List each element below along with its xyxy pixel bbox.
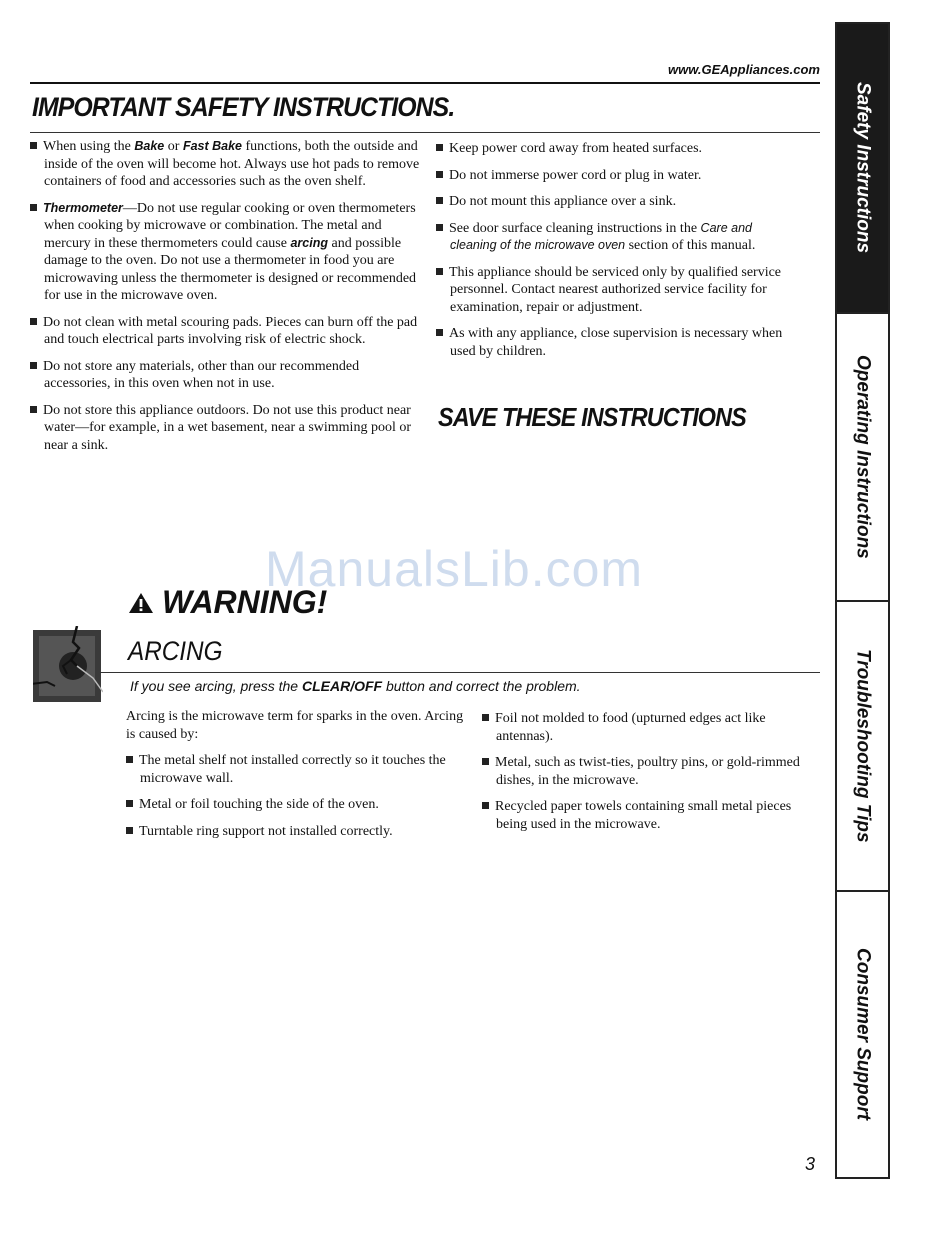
arcing-causes-left xyxy=(126,708,471,849)
tab-operating-instructions[interactable]: Operating Instructions xyxy=(835,312,890,602)
bullet-icon xyxy=(126,827,133,834)
tab-troubleshooting-tips[interactable]: Troubleshooting Tips xyxy=(835,600,890,892)
arcing-subheading: ARCING xyxy=(128,636,223,666)
bullet-icon xyxy=(436,268,443,275)
bullet-icon xyxy=(30,362,37,369)
warning-heading xyxy=(128,584,327,621)
warning-text: WARNING! xyxy=(162,584,328,620)
bullet-icon xyxy=(436,329,443,336)
arcing-instruction: If you see arcing, press the CLEAR/OFF button and correct the problem. xyxy=(130,678,581,694)
bullet-icon xyxy=(30,318,37,325)
list-item: This appliance should be serviced only by qualified service personnel. Contact nearest authorized service facility for examination, repair or adjustment. xyxy=(436,264,796,317)
list-item: Foil not molded to food (upturned edges act like antennas). xyxy=(482,710,802,745)
bullet-icon xyxy=(30,204,37,211)
page-number: 3 xyxy=(805,1154,816,1174)
arcing-intro: Arcing is the microwave term for sparks in the oven. Arcing is caused by: xyxy=(126,709,464,742)
title-rule xyxy=(30,132,820,133)
bullet-icon xyxy=(436,197,443,204)
clear-off-button-label: CLEAR/OFF xyxy=(301,678,383,694)
save-instructions-heading: SAVE THESE INSTRUCTIONS xyxy=(438,402,746,432)
list-item: Turntable ring support not installed correctly. xyxy=(126,823,471,841)
list-item: Metal or foil touching the side of the oven. xyxy=(126,796,471,814)
list-item: The metal shelf not installed correctly so it touches the microwave wall. xyxy=(126,752,471,787)
list-item: Do not store any materials, other than our recommended accessories, in this oven when not in use. xyxy=(30,358,422,393)
section-tabs xyxy=(835,22,890,1179)
list-item: Metal, such as twist-ties, poultry pins, or gold-rimmed dishes, in the microwave. xyxy=(482,754,802,789)
list-item: Recycled paper towels containing small metal pieces being used in the microwave. xyxy=(482,798,802,833)
safety-list-right xyxy=(436,140,796,369)
bullet-icon xyxy=(482,758,489,765)
bullet-icon xyxy=(30,142,37,149)
bullet-icon xyxy=(436,144,443,151)
safety-list-left xyxy=(30,138,422,463)
list-item: Do not immerse power cord or plug in water. xyxy=(436,167,796,185)
watermark: ManualsLib.com xyxy=(265,541,644,597)
tab-consumer-support[interactable]: Consumer Support xyxy=(835,890,890,1179)
bullet-icon xyxy=(482,802,489,809)
list-item: As with any appliance, close supervision is necessary when used by children. xyxy=(436,325,796,360)
list-item: Thermometer—Do not use regular cooking or oven thermometers when cooking by microwave or combination. The metal and mercury in these thermometers could cause arcing and possible damage to the oven. Do not use a thermometer in food you are microwaving unless the thermometer is designed or recommended for use in the microwave oven. xyxy=(30,200,422,305)
bullet-icon xyxy=(126,756,133,763)
list-item: Do not clean with metal scouring pads. Pieces can burn off the pad and touch electrical parts involving risk of electric shock. xyxy=(30,314,422,349)
page-title: IMPORTANT SAFETY INSTRUCTIONS. xyxy=(32,92,455,122)
bullet-icon xyxy=(436,224,443,231)
list-item: Do not store this appliance outdoors. Do not use this product near water—for example, in a wet basement, near a swimming pool or near a sink. xyxy=(30,402,422,455)
website-url: www.GEAppliances.com xyxy=(668,62,820,77)
list-item: Do not mount this appliance over a sink. xyxy=(436,193,796,211)
bullet-icon xyxy=(126,800,133,807)
list-item: Keep power cord away from heated surfaces. xyxy=(436,140,796,158)
warning-triangle-icon xyxy=(128,592,154,614)
arcing-rule xyxy=(100,672,820,673)
tab-safety-instructions[interactable]: Safety Instructions xyxy=(835,22,890,314)
list-item: See door surface cleaning instructions in the Care and cleaning of the microwave oven section of this manual. xyxy=(436,220,796,255)
top-rule xyxy=(30,82,820,84)
bullet-icon xyxy=(436,171,443,178)
bullet-icon xyxy=(30,406,37,413)
arcing-spark-image xyxy=(33,626,103,702)
list-item: When using the Bake or Fast Bake functions, both the outside and inside of the oven will become hot. Always use hot pads to remove containers of food and accessories such as the oven shelf. xyxy=(30,138,422,191)
bullet-icon xyxy=(482,714,489,721)
arcing-causes-right xyxy=(482,710,802,842)
